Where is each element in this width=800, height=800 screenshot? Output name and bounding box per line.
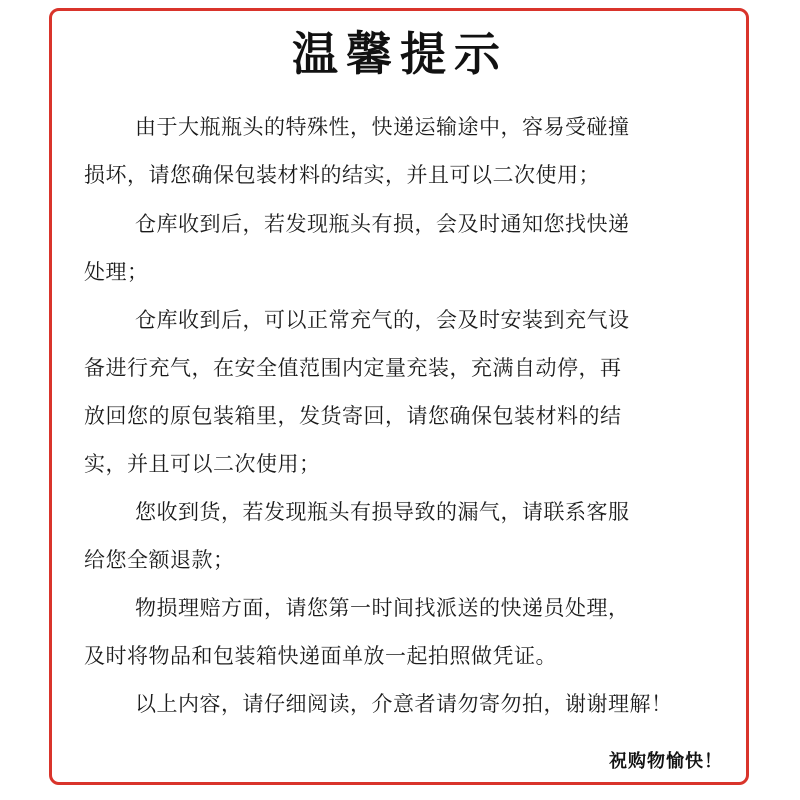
notice-line: 由于大瓶瓶头的特殊性，快递运输途中，容易受碰撞 <box>135 115 630 139</box>
notice-line: 以上内容，请仔细阅读，介意者请勿寄勿拍，谢谢理解！ <box>135 692 673 716</box>
notice-line: 放回您的原包装箱里，发货寄回，请您确保包装材料的结 <box>84 404 622 428</box>
notice-line: 实，并且可以二次使用； <box>84 452 321 476</box>
notice-line: 仓库收到后，若发现瓶头有损，会及时通知您找快递 <box>135 212 630 236</box>
notice-line: 损坏，请您确保包装材料的结实，并且可以二次使用； <box>84 163 600 187</box>
notice-title: 温馨提示 <box>292 27 508 81</box>
notice-line: 给您全额退款； <box>84 548 235 572</box>
notice-line: 处理； <box>84 260 149 284</box>
notice-line: 您收到货，若发现瓶头有损导致的漏气，请联系客服 <box>135 500 630 524</box>
notice-line: 仓库收到后，可以正常充气的，会及时安装到充气设 <box>135 308 630 332</box>
closing-greeting: 祝购物愉快！ <box>609 751 723 772</box>
notice-line: 及时将物品和包装箱快递面单放一起拍照做凭证。 <box>84 644 557 668</box>
notice-line: 物损理赔方面，请您第一时间找派送的快递员处理， <box>135 596 630 620</box>
notice-line: 备进行充气，在安全值范围内定量充装，充满自动停，再 <box>84 356 622 380</box>
